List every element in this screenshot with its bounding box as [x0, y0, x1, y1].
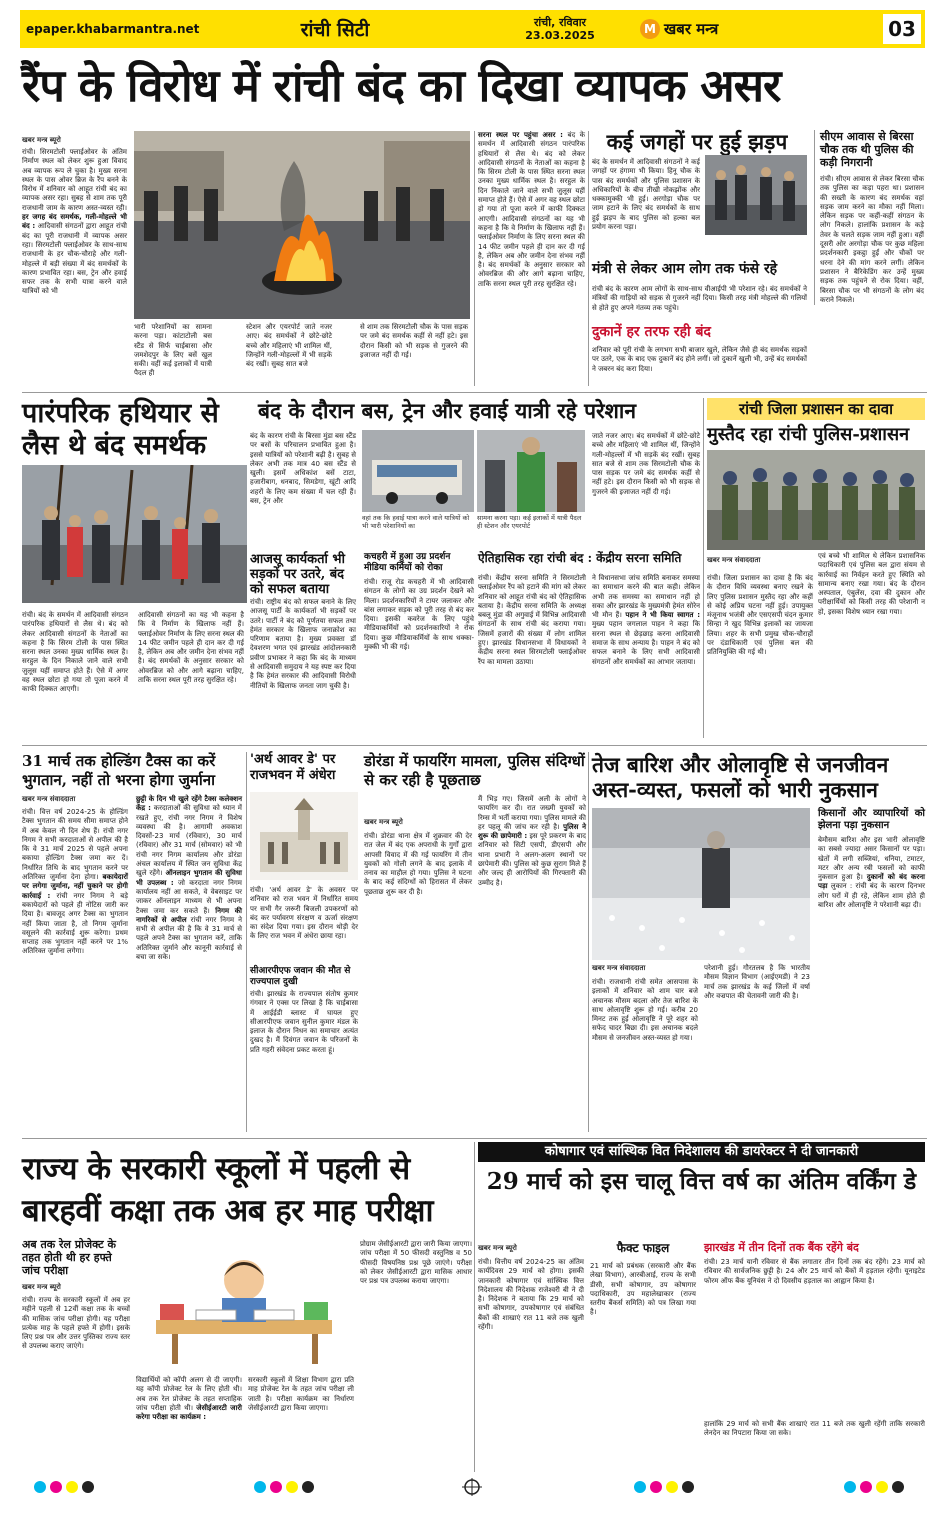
earth-photo — [250, 792, 358, 880]
city-day: रांची, रविवार — [533, 16, 587, 29]
clash-sub-text: रांची बंद के कारण आम लोगों के साथ-साथ वीआईपी भी परेशान रहे। बंद समर्थकों ने मंत्रियों की गाड़ियों को सड़क से गुजरने नहीं दिया। किसी तरह मंत्री मोहल्ले की गलियों से होते हुए अपने गंतव्य तक पहुंचे। — [592, 285, 807, 312]
lead-col1 — [22, 148, 127, 297]
masthead — [20, 10, 925, 48]
schools-text2: विद्यार्थियों को कॉपी अलग से दी जाएगी। यह कॉपी प्रोजेक्ट रेल के लिए होती थी। अब तक रेल प्रोजेक्ट के तहत सप्ताहिक जांच परीक्षा होती थी। — [136, 1376, 242, 1412]
schools-subhead2: जेसीईआरटी जारी करेगा परीक्षा का कार्यक्रम : — [136, 1403, 242, 1422]
lead-col1-text: रांची। सिरमटोली फ्लाईओवर के अंतिम निर्माण स्थल को लेकर शुरू हुआ विवाद अब व्यापक रूप ले चुका है। मुख्य सरना स्थल के पास ओवर ब्रिज के रैंप बनने के विरोध में शनिवार को आहूत रांची बंद का व्यापक असर रहा। सुबह से शाम तक पूरी राजधानी जाम के कारण अस्त-व्यस्त रही। — [22, 148, 127, 212]
section-divider-2 — [22, 745, 927, 746]
admin-banner: रांची जिला प्रशासन का दावा — [707, 398, 925, 420]
schools-headline: राज्य के सरकारी स्कूलों में पहली से बारहवीं कक्षा तक अब हर माह परीक्षा — [22, 1151, 434, 1229]
admin-text2: एवं बच्चे भी शामिल थे लेकिन प्रशासनिक पदाधिकारी एवं पुलिस बल द्वारा संयम से कार्रवाई का निर्वहन करते हुए स्थिति को सामान्य बनाए रखा गया। बंद के दौरान अस्पताल, एंबुलेंस, दवा की दुकान और परीक्षार्थियों को किसी तरह की परेशानी न हो, इसका विशेष ध्यान रखा गया। — [818, 552, 925, 616]
photo-traditional-weapons — [22, 465, 247, 603]
weapons-text: रांची। बंद के समर्थन में आदिवासी संगठन पारंपरिक हथियारों से लैस थे। बंद को लेकर आदिवासी संगठनों के नेताओं का कहना है कि सिरम टोली के पास स्थित सरना स्थल उनका मुख्य धार्मिक स्थल है। सरहुल के दिन निकाले जाने वाले सभी जुलूस यहीं समाप्त होते हैं। ऐसे में अगर वह स्थल छोटा हो गया तो पूजा करने में काफी दिक्कत आएगी। — [22, 611, 128, 694]
travel-cap2: सामना करना पड़ा। कई इलाकों में यात्री पैदल ही स्टेशन और एयरपोर्ट — [477, 514, 582, 530]
lead-col1b-text: आदिवासी संगठनों द्वारा आहूत रांची बंद का पूरी राजधानी में व्यापक असर रहा। सिरमटोली फ्लाईओवर के साथ-साथ राजधानी के हर चौक-चौराहे और गली-मोहल्ले में बड़ी संख्या में बंद समर्थकों के कारण प्रभावित रहा। बस, ट्रेन और हवाई सफर तक के सभी यात्रा करने वाले यात्रियों को भी — [22, 222, 127, 296]
lead-mid-col — [478, 131, 585, 289]
clash-sub2-text: शनिवार को पूरी रांची के लगभग सभी बाजार खुले, लेकिन जैसे ही बंद समर्थक सड़कों पर उतरे, एक के बाद एक दुकानें बंद होने लगीं। जो दुकानें खुली भी, उन्हें बंद समर्थकों ने जबरन बंद करा दिया। — [592, 346, 807, 373]
holding-col1 — [22, 808, 128, 957]
treasury-text2: 21 मार्च को प्रबंधक (सरकारी और बैंक लेखा विभाग), आरबीआई, राज्य के सभी डीसी, सभी कोषागार, उप कोषागार पदाधिकारी, उप महालेखाकार (राज्य स्तरीय बैंकर्स समिति) को पत्र लिखा गया है। — [590, 1262, 696, 1317]
media-text: रांची। राजू रोड कचहरी में भी आदिवासी संगठन के लोगों का उग्र प्रदर्शन देखने को मिला। प्रदर्शनकारियों ने टायर जलाकर और बांस लगाकर सड़क को पूरी तरह से बंद कर दिया। इसकी कवरेज के लिए पहुंचे मीडियाकर्मियों को प्रदर्शनकारियों ने रोक दिया। कुछ मीडियाकर्मियों के साथ धक्का-मुक्की भी की गई। — [364, 578, 474, 652]
holding-text: रांची। वित्त वर्ष 2024-25 के होल्डिंग टैक्स भुगतान की समय सीमा समाप्त होने में अब केवल नौ दिन शेष हैं। रांची नगर निगम ने सभी करदाताओं से अपील की है कि वे 31 मार्च 2025 से पहले अपना बकाया होल्डिंग टैक्स जमा कर दें। निर्धारित तिथि के बाद भुगतान करने पर अतिरिक्त जुर्माना देना होगा। — [22, 808, 128, 882]
travel-text1: बंद के कारण रांची के बिरसा मुंडा बस स्टैंड पर बसों के परिचालन प्रभावित हुआ है। इससे यात्रियों को परेशानी बढ़ी है। सुबह से लेकर अभी तक मात्र 40 बस स्टैंड से खुली। इसमें अधिकांश बसें टाटा, हजारीबाग, धनबाद, सिमडेगा, खूंटी आदि शहरों के लिए कम संख्या में चल रही हैं। बस, ट्रेन और — [250, 432, 357, 506]
doranda-headline: डोरंडा में फायरिंग मामला, पुलिस संदिग्धों से कर रही है पूछताछ — [364, 752, 585, 789]
section-name: रांची सिटी — [300, 19, 370, 41]
holding-text2: रांची नगर निगम ने बड़े बकायेदारों को पहले ही नोटिस जारी कर दिया है। बावजूद अगर टैक्स का भुगतान नहीं किया जाता है, तो निगम जुर्माना वसूलने की कार्रवाई शुरू करेगा। प्रथम सप्ताह तक भुगतान नहीं करने पर 1% अतिरिक्त जुर्माना लगेगा। — [22, 891, 128, 956]
doranda-text2: मैं भिड़ गए। जिसमें अली के लोगों ने फायरिंग कर दी। रात जख्मी युवकों को रिम्स में भर्ती कराया गया। पुलिस मामले की हर पहलू की जांच कर रही है। — [478, 795, 586, 831]
rain-col-right — [818, 808, 925, 910]
holding-text4: जो करदाता नगर निगम कार्यालय नहीं आ सकते, वे वेबसाइट पर जाकर ऑनलाइन माध्यम से भी अपना टैक्स जमा कर सकते हैं। — [136, 878, 242, 915]
earth-sub-headline: सीआरपीएफ जवान की मौत से राज्यपाल दुखी — [250, 966, 351, 987]
travel-photo-bus — [362, 430, 474, 512]
student-exam-illustration — [136, 1240, 352, 1368]
treasury-byline: खबर मन्त्र ब्यूरो — [478, 1244, 517, 1252]
rain-subhead: किसानों और व्यापारियों को झेलना पड़ा नुकसान — [818, 808, 925, 831]
treasury-text3: रांची। 23 मार्च यानी रविवार से बैंक लगातार तीन दिनों तक बंद रहेंगे। 23 मार्च को रविवार की सार्वजनिक छुट्टी है। 24 और 25 मार्च को बैंकों में हड़ताल रहेगी। यूनाइटेड फोरम ऑफ बैंक यूनियंस ने दो दिवसीय हड़ताल का आह्वान किया है। — [704, 1258, 925, 1285]
schools-illustration — [136, 1240, 352, 1368]
treasury-subhead2: झारखंड में तीन दिनों तक बैंक रहेंगे बंद — [704, 1241, 859, 1254]
ceo-headline: सीएम आवास से बिरसा चौक तक थी पुलिस की कड़ी निगरानी — [820, 130, 914, 169]
treasury-subhead: फैक्ट फाइल — [616, 1241, 670, 1255]
weapons-headline: पारंपरिक हथियार से लैस थे बंद समर्थक — [22, 398, 219, 461]
lead-col2b-text: कई इलाकों में यात्री पैदल ही — [134, 360, 212, 378]
clash-sub2-headline: दुकानें हर तरफ रही बंद — [592, 324, 711, 340]
travel-text2: जाते नजर आए। बंद समर्थकों में छोटे-छोटे बच्चे और महिलाएं भी शामिल थीं, जिन्होंने गली-मोहल्लों में भी सड़कें बंद रखीं। सुबह सात बजे से शाम तक सिरमटोली चौक के पास सड़क पर जमे बंद समर्थक कहीं से नहीं हटे। इस दौरान किसी को भी सड़क से गुजरने की इजाजत नहीं दी गई। — [592, 432, 700, 496]
clash-photo — [705, 155, 807, 235]
ajsu-text: रांची। राष्ट्रीय बंद को सफल बनाने के लिए आजसू पार्टी के कार्यकर्ता भी सड़कों पर उतरे। पार्टी ने बंद को पूर्णतया सफल तथा हेमंत सरकार के खिलाफ जनाक्रोश का परिणाम बताया है। मुख्य प्रवक्ता डॉ देवशरण भगत एवं झारखंड आंदोलनकारी प्रवीण प्रभाकर ने कहा कि बंद के माध्यम से आदिवासी समुदाय ने यह स्पष्ट कर दिया है कि हेमंत सरकार की आदिवासी विरोधी नीतियों के खिलाफ जनता जाग चुकी है। — [250, 598, 356, 690]
photo-passengers — [477, 430, 585, 512]
logo-icon: M — [640, 19, 660, 39]
doranda-byline: खबर मन्त्र ब्यूरो — [364, 818, 403, 826]
schools-subhead: अब तक रेल प्रोजेक्ट के तहत होती थी हर हफ्ते जांच परीक्षा — [22, 1238, 116, 1277]
media-headline: कचहरी में हुआ उग्र प्रदर्शन मीडिया कर्मियों को रोका — [364, 552, 451, 573]
treasury-bar: कोषागार एवं सांस्थिक वित निदेशालय की डायरेक्टर ने दी जानकारी — [478, 1142, 925, 1162]
doranda-col2 — [478, 795, 586, 888]
ceo-text: रांची। सीएम आवास से लेकर बिरसा चौक तक पुलिस का कड़ा पहरा था। प्रशासन की सख्ती के कारण बंद समर्थक वहां सड़क जाम करने का मौका नहीं मिला। लेकिन सड़क पर कहीं-कहीं संगठन के लोग निकले। हालांकि प्रशासन के कड़े तेवर के चलते सड़क जाम नहीं हुआ। वहीं दूसरी ओर अरगोड़ा चौक पर कुछ महिला प्रदर्शनकारी इकट्ठा हुईं और चौकों पर धरना देने की मांग करने लगीं। लेकिन प्रशासन ने बैरिकेडिंग कर उन्हें मुख्य सड़क तक पहुंचने से रोक दिया। वहीं, बिरसा चौक पर भी संगठनों के लोग बंद कराने निकले। — [820, 175, 924, 304]
section-divider — [22, 392, 927, 393]
lead-col2-text: भारी परेशानियों का सामना करना पड़ा। कांटाटोली बस स्टैंड से सिर्फ चाईबासा और जमशेदपुर के लिए बसें खुल सकी। वहीं — [134, 323, 212, 369]
travel-photo-passenger — [477, 430, 585, 512]
site-url[interactable]: epaper.khabarmantra.net — [26, 22, 200, 36]
holding-subhead: बकायेदारों पर लगेगा जुर्माना, नहीं चुकाने पर होगी कार्रवाई : — [22, 873, 128, 900]
clash-text: बंद के समर्थन में आदिवासी संगठनों ने कई जगहों पर हंगामा भी किया। हिनू चौक के पास बंद समर्थकों और पुलिस प्रशासन के अधिकारियों के बीच तीखी नोकझोंक और धक्कामुक्की भी हुई। अरगोड़ा चौक पर जाम हटाने के लिए बंद समर्थकों के साथ हुई झड़प के बाद पुलिस को हल्का बल प्रयोग करना पड़ा। — [592, 158, 700, 232]
lead-headline: रैंप के विरोध में रांची बंद का दिखा व्यापक असर — [22, 59, 781, 112]
travel-headline: बंद के दौरान बस, ट्रेन और हवाई यात्री रहे परेशान — [258, 398, 637, 423]
doranda-text: रांची। डोरंडा थाना क्षेत्र में शुक्रवार की देर रात जेल में बंद एक अपराधी के गुर्गों द्वारा आपसी विवाद में की गई फायरिंग में तीन युवकों को गोली लगने के बाद इलाके में तनाव का माहौल हो गया। पुलिस ने घटना के बाद कई संदिग्धों को हिरासत में लेकर पूछताछ शुरू कर दी है। — [364, 832, 472, 896]
schools-text4: प्रोग्राम जेसीईआरटी द्वारा जारी किया जाएगा। जांच परीक्षा में 50 फीसदी वस्तुनिष्ठ व 50 फीसदी विषयनिष्ठ प्रश्न पूछे जाएंगे। परीक्षा को लेकर जेसीईआरटी द्वारा मासिक आधार पर प्रश्न पत्र उपलब्ध कराया जाएगा। — [360, 1240, 472, 1286]
treasury-text: रांची। वित्तीय वर्ष 2024-25 का अंतिम कार्यदिवस 29 मार्च को होगा। इसकी जानकारी कोषागार एवं सांस्थिक वित्त निदेशालय की निदेशक राजेश्वरी बी ने दी है। निदेशक ने बताया कि 29 मार्च को सभी कोषागार, उपकोषागार एवं संबंधित बैंकों की शाखाएं रात 11 बजे तक खुली रहेंगी। — [478, 1258, 584, 1332]
samiti-col2 — [592, 574, 700, 667]
photo-police-clash — [705, 155, 807, 235]
doranda-text3: इस पूरे प्रकरण के बाद शनिवार को सिटी एसपी, डीएसपी और थाना प्रभारी ने अलग-अलग स्थानों पर छापेमारी की। पुलिस को कुछ सुराग मिले हैं और जल्द ही आरोपियों की गिरफ्तारी की उम्मीद है। — [478, 832, 586, 887]
admin-text: रांची। जिला प्रशासन का दावा है कि बंद के दौरान विधि व्यवस्था बनाए रखने के लिए पुलिस प्रशासन मुस्तैद रहा और कहीं से कोई अप्रिय घटना नहीं हुई। उपायुक्त मंजूनाथ भजंत्री और एसएसपी चंदन कुमार सिन्हा ने खुद विभिन्न इलाकों का जायजा लिया। शहर के सभी प्रमुख चौक-चौराहों पर दंडाधिकारी एवं पुलिस बल की प्रतिनियुक्ति की गई थी। — [707, 574, 813, 657]
treasury-text4: हालांकि 29 मार्च को सभी बैंक शाखाएं रात 11 बजे तक खुली रहेंगी ताकि सरकारी लेनदेन का निपटारा किया जा सके। — [704, 1420, 925, 1438]
earth-text: रांची। 'अर्थ आवर डे' के अवसर पर शनिवार को राज भवन में निर्धारित समय पर सभी गैर जरूरी बिजली उपकरणों को बंद कर पर्यावरण संरक्षण व ऊर्जा संरक्षण का संदेश दिया गया। इस दौरान थोड़ी देर के लिए राज भवन में अंधेरा छाया रहा। — [250, 886, 358, 941]
holding-text5: रांची नगर निगम ने सभी से अपील की है कि वे 31 मार्च से पहले अपने टैक्स का भुगतान करें, ताकि अतिरिक्त जुर्माने और कानूनी कार्रवाई से बचा जा सके। — [136, 915, 242, 962]
col-rule — [588, 752, 589, 1132]
rain-text2: परेशानी हुई। गौरतलब है कि भारतीय मौसम विज्ञान विभाग (आईएमडी) ने 23 मार्च तक झारखंड के कई जिलों में वर्षा और वज्रपात की चेतावनी जारी की है। — [704, 964, 810, 1000]
travel-cap1: वहां तक कि हवाई यात्रा करने वाले यात्रियों को भी भारी परेशानियों का — [362, 514, 470, 530]
ajsu-headline: आजसू कार्यकर्ता भी सड़कों पर उतरे, बंद को सफल बताया — [250, 552, 345, 597]
schools-col2 — [136, 1376, 242, 1422]
photo-bus-stand — [362, 430, 474, 512]
holding-subhead4: निगम की नागरिकों से अपील — [136, 906, 242, 924]
admin-byline: खबर मन्त्र संवाददाता — [707, 556, 761, 564]
col-rule — [703, 398, 704, 738]
rain-text3: बेमौसम बारिश और इस भारी ओलावृष्टि का सबसे ज्यादा असर किसानों पर पड़ा। खेतों में लगी सब्जियां, धनिया, टमाटर, मटर और अन्य रबी फसलों को काफी नुकसान हुआ है। — [818, 836, 925, 882]
holding-col2 — [136, 795, 242, 962]
samiti-headline: ऐतिहासिक रहा रांची बंद : केंद्रीय सरना समिति — [478, 551, 682, 565]
dateline — [500, 16, 620, 42]
col-rule — [474, 131, 475, 386]
rain-byline: खबर मन्त्र संवाददाता — [592, 964, 646, 972]
photo-raj-bhavan — [250, 792, 358, 880]
doranda-subhead: पुलिस ने शुरू की छापेमारी : — [478, 822, 586, 841]
schools-text3: सरकारी स्कूलों में शिक्षा विभाग द्वारा प्रति माह प्रोजेक्ट रेल के तहत जांच परीक्षा ली जाती है। परीक्षा कार्यक्रम का निर्धारण जेसीईआरटी द्वारा किया जाएगा। — [248, 1376, 354, 1412]
holding-subhead2: छुट्टी के दिन भी खुले रहेंगे टैक्स कलेक्शन केंद्र : — [136, 795, 242, 813]
photo-police-force — [707, 450, 925, 550]
page-number: 03 — [883, 14, 921, 44]
photo-hailstorm — [592, 808, 810, 960]
samiti-text: रांची। केंद्रीय सरना समिति ने सिरमटोली फ्लाईओवर रैंप को हटाने की मांग को लेकर शनिवार को आहूत रांची बंद को ऐतिहासिक बताया है। केंद्रीय सरना समिति के अध्यक्ष बबलू मुंडा की अगुवाई में विभिन्न आदिवासी संगठनों के साथ रांची बंद कराया गया। जिसमें हजारों की संख्या में लोग शामिल हुए। झारखंड विधानसभा में विधायकों ने केंद्रीय सरना स्थल सिरमटोली फ्लाईओवर रैंप का मामला उठाया। — [478, 574, 586, 666]
holding-byline: खबर मन्त्र संवाददाता — [22, 795, 76, 803]
schools-text: रांची। राज्य के सरकारी स्कूलों में अब हर महीने पहली से 12वीं कक्षा तक के बच्चों की मासिक जांच परीक्षा होगी। यह परीक्षा प्रत्येक माह के पहले हफ्ते में होगी। इसके लिए प्रश्न पत्र और उत्तर पुस्तिका राज्य स्तर से उपलब्ध कराए जाएंगे। — [22, 1296, 130, 1351]
rain-photo — [592, 808, 810, 960]
holding-subhead3: ऑनलाइन भुगतान की सुविधा भी उपलब्ध : — [136, 869, 242, 887]
weapons-text2: आदिवासी संगठनों का यह भी कहना है कि वे निर्माण के खिलाफ नहीं हैं। फ्लाईओवर निर्माण के लिए सरना स्थल की 14 फीट जमीन पहले ही दान कर दी गई है, लेकिन अब और जमीन देना संभव नहीं है। बंद समर्थकों के अनुसार सरकार को ओवरब्रिज को और आगे बढ़ाना चाहिए, ताकि सरना स्थल पूरी तरह सुरक्षित रहे। — [138, 611, 244, 685]
lead-col3: स्टेशन और एयरपोर्ट जाते नजर आए। बंद समर्थकों ने छोटे-छोटे बच्चे और महिलाएं भी शामिल थीं, जिन्होंने गली-मोहल्लों में भी सड़कें बंद रखीं। सुबह सात बजे — [246, 323, 332, 369]
samiti-text2: ने विधानसभा जांच समिति बनाकर समस्या का समाधान करने की बात कही। लेकिन अभी तक समस्या का समाधान नहीं हो सका और झारखंड के मुख्यमंत्री हेमंत सोरेन भी मौन हैं। — [592, 574, 700, 620]
lead-mid-subhead: सरना स्थल पर पहुंचा असर : — [478, 131, 563, 139]
rain-text: रांची। राजधानी रांची समेत आसपास के इलाकों में शनिवार को शाम चार बजे अचानक मौसम बदला और तेज बारिश के साथ ओलावृष्टि शुरू हो गई। करीब 20 मिनट तक हुई ओलावृष्टि ने पूरे शहर को सफेद चादर बिछा दी। इस अचानक बदले मौसम से जनजीवन अस्त-व्यस्त हो गया। — [592, 978, 698, 1042]
rain-subhead2: दुकानों को बंद करना पड़ा — [818, 873, 925, 891]
section-divider-3 — [22, 1138, 927, 1139]
admin-photo — [707, 450, 925, 550]
ceo-box — [814, 130, 924, 305]
date: 23.03.2025 — [525, 29, 595, 42]
lead-col2 — [134, 323, 212, 379]
schools-byline: खबर मन्त्र ब्यूरो — [22, 1283, 61, 1291]
admin-headline: मुस्तैद रहा रांची पुलिस-प्रशासन — [707, 424, 910, 445]
samiti-text3: मुख्य पहान जगलाल पाहन ने कहा कि सरना स्थल से छेड़छाड़ करना आदिवासी समाज के साथ अन्याय है। पाहन ने बंद को सफल बनाने के लिए सभी आदिवासी संगठनों और समर्थकों का आभार जताया। — [592, 620, 700, 666]
col-rule — [588, 131, 589, 386]
weapons-photo — [22, 465, 247, 603]
col-rule — [474, 1142, 475, 1472]
clash-sub-headline: मंत्री से लेकर आम लोग तक फंसे रहे — [592, 261, 778, 277]
clash-headline: कई जगहों पर हुई झड़प — [606, 129, 788, 154]
holding-text3: करदाताओं की सुविधा को ध्यान में रखते हुए, रांची नगर निगम ने विशेष व्यवस्था की है। आगामी अवकाश दिवसों-23 मार्च (रविवार), 30 मार्च (रविवार) और 31 मार्च (सोमवार) को भी रांची नगर निगम कार्यालय और डोरंडा अंचल कार्यालय में स्थित जन सुविधा केंद्र खुले रहेंगे। — [136, 804, 242, 878]
lead-byline: खबर मन्त्र ब्यूरो — [22, 136, 61, 144]
holding-headline: 31 मार्च तक होल्डिंग टैक्स का करें भुगतान, नहीं तो भरना होगा जुर्माना — [22, 752, 216, 789]
treasury-headline: 29 मार्च को इस चालू वित्त वर्ष का अंतिम वर्किंग डे — [486, 1168, 917, 1195]
col-rule — [246, 752, 247, 1132]
print-registration-marks — [20, 1478, 925, 1496]
lead-photo-protest — [134, 131, 470, 319]
lead-mid-text: बंद के समर्थन में आदिवासी संगठन पारंपरिक हथियारों से लैस थे। बंद को लेकर आदिवासी संगठनों के नेताओं का कहना है कि सिरम टोली के पास स्थित सरना स्थल उनका मुख्य धार्मिक स्थल है। सरहुल के दिन निकाले जाने वाले सभी जुलूस यहीं समाप्त होते हैं। ऐसे में अगर वह स्थल छोटा हो गया तो पूजा करने में काफी दिक्कत आएगी। आदिवासी संगठनों का यह भी कहना है कि वे निर्माण के खिलाफ नहीं हैं। फ्लाईओवर निर्माण के लिए सरना स्थल की 14 फीट जमीन पहले ही दान कर दी गई है, लेकिन अब और जमीन देना संभव नहीं है। बंद समर्थकों के अनुसार सरकार को ओवरब्रिज की और आगे बढ़ाना चाहिए, ताकि सरना स्थल पूरी तरह सुरक्षित रहे। — [478, 131, 586, 288]
brand-name: खबर मन्त्र — [664, 20, 719, 38]
brand-logo — [640, 19, 718, 39]
photo-burning-tyre — [134, 131, 470, 319]
rain-headline: तेज बारिश और ओलावृष्टि से जनजीवन अस्त-व्यस्त, फसलों को भारी नुकसान — [592, 752, 889, 802]
lead-col1-subhead: हर जगह बंद समर्थक, गली-मोहल्ले भी बंद : — [22, 213, 127, 231]
samiti-subhead: पहान ने भी किया स्वागत : — [625, 611, 700, 620]
earth-headline: 'अर्थ आवर डे' पर राजभवन में अंधेरा — [250, 752, 336, 783]
earth-text2: रांची। झारखंड के राज्यपाल संतोष कुमार गंगवार ने एक्स पर लिखा है कि चाईबासा में आईईडी ब्लास्ट में घायल हुए सीआरपीएफ जवान सुनील कुमार मंडल के इलाज के दौरान निधन का समाचार अत्यंत दुखद है। मैं दिवंगत जवान के परिजनों के प्रति गहरी संवेदना प्रकट करता हूं। — [250, 990, 358, 1054]
lead-col4: से शाम तक सिरमटोली चौक के पास सड़क पर जमे बंद समर्थक कहीं से नहीं हटे। इस दौरान किसी को भी सड़क से गुजरने की इजाजत नहीं दी गई। — [360, 323, 468, 359]
rain-text4: लुकान : रांची बंद के कारण दिनभर लोग घरों में ही रहे, लेकिन शाम होते ही बारिश और ओलावृष्टि ने परेशानी बढ़ा दी। — [818, 882, 925, 910]
